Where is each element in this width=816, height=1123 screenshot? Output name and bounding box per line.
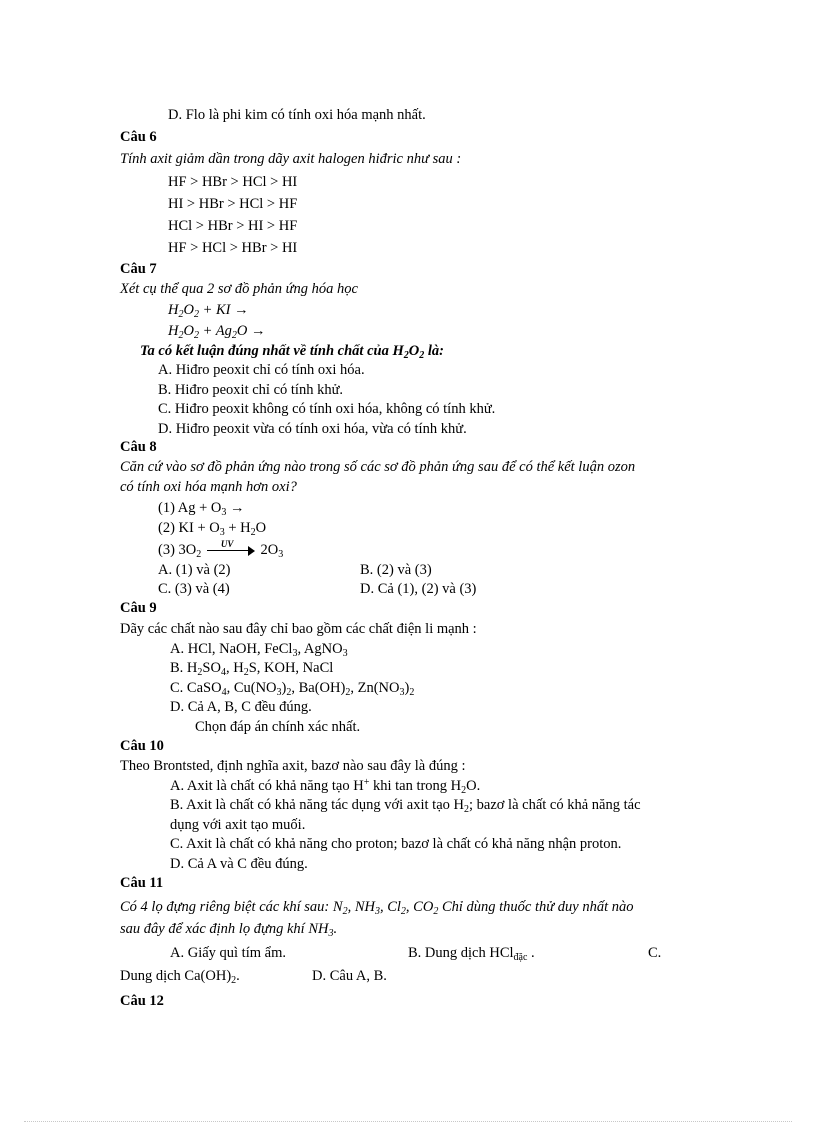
q7-reaction-2: $H_2O_2 + Ag_2O$ → [168, 323, 266, 341]
q7-conclusion: Ta có kết luận đúng nhất về tính chất của $H_2O_2$ là: [140, 343, 444, 361]
q7-prompt: Xét cụ thể qua 2 sơ đồ phản ứng hóa học [120, 281, 358, 297]
q8-prompt-line2: có tính oxi hóa mạnh hơn oxi? [120, 479, 297, 495]
q12-title: Câu 12 [120, 993, 164, 1009]
q9-option-a: A. HCl, NaOH, FeCl$_3$, AgNO$_3$ [170, 641, 348, 659]
q8-reaction-1: (1) $Ag + O_3$ → [158, 500, 245, 518]
q10-option-d: D. Cả A và C đều đúng. [170, 856, 308, 872]
q8-option-a: A. (1) và (2) [158, 562, 231, 578]
q11-option-c-label: C. [648, 945, 662, 961]
q8-reaction-2: (2) KI + $O_3 + H_2O$ [158, 520, 267, 538]
q6-title: Câu 6 [120, 129, 157, 145]
q7-title: Câu 7 [120, 261, 157, 277]
q5-option-d: D. Flo là phi kim có tính oxi hóa mạnh nhất. [168, 107, 426, 123]
q8-option-d: D. Cả (1), (2) và (3) [360, 581, 477, 597]
q7-reaction-1: $H_2O_2$ + KI → [168, 302, 249, 320]
q9-option-d: D. Cả A, B, C đều đúng. [170, 699, 312, 715]
q10-option-c: C. Axit là chất có khả năng cho proton; bazơ là chất có khả năng nhận proton. [170, 836, 622, 852]
q11-option-b: B. Dung dịch HCl$_{đặc}$ . [408, 945, 535, 963]
q10-option-a: A. Axit là chất có khả năng tạo H+ khi tan trong $H_2O$. [170, 777, 481, 796]
q10-option-b-cont: dụng với axit tạo muối. [170, 817, 306, 833]
q10-option-b: B. Axit là chất có khả năng tác dụng với axit tạo $H_2$; bazơ là chất có khả năng tác [170, 797, 641, 815]
q6-option-1: HF > HBr > HCl > HI [168, 174, 298, 190]
q9-prompt: Dãy các chất nào sau đây chỉ bao gồm các chất điện li mạnh : [120, 621, 477, 637]
q6-option-4: HF > HCl > HBr > HI [168, 240, 298, 256]
q9-title: Câu 9 [120, 600, 157, 616]
reaction-arrow-icon: UV [207, 546, 255, 556]
q10-title: Câu 10 [120, 738, 164, 754]
q7-option-d: D. Hiđro peoxit vừa có tính oxi hóa, vừa có tính khử. [158, 421, 467, 437]
q7-option-c: C. Hiđro peoxit không có tính oxi hóa, không có tính khử. [158, 401, 496, 417]
q7-option-a: A. Hiđro peoxit chỉ có tính oxi hóa. [158, 362, 365, 378]
q11-prompt-line2: sau đây để xác định lọ đựng khí $NH_3$. [120, 921, 338, 939]
q9-option-c: C. CaSO$_4$, $Cu(NO_3)_2$, $Ba(OH)_2$, $Zn(NO_3)_2$ [170, 680, 415, 698]
q8-title: Câu 8 [120, 439, 157, 455]
q11-option-d: D. Câu A, B. [312, 968, 387, 984]
q8-option-c: C. (3) và (4) [158, 581, 230, 597]
q6-option-3: HCl > HBr > HI > HF [168, 218, 298, 234]
q11-prompt-line1: Có 4 lọ đựng riêng biệt các khí sau: $N_2$, $NH_3$, $Cl_2$, $CO_2$ Chỉ dùng thuốc thử duy nhất nào [120, 899, 634, 917]
q8-reaction-3: (3) $3O_2$ UV $2O_3$ [158, 538, 284, 560]
q11-option-a: A. Giấy quì tím ẩm. [170, 945, 286, 961]
q9-note: Chọn đáp án chính xác nhất. [195, 719, 361, 735]
q6-option-2: HI > HBr > HCl > HF [168, 196, 298, 212]
q8-prompt-line1: Căn cứ vào sơ đồ phản ứng nào trong số các sơ đồ phản ứng sau để có thể kết luận ozon [120, 459, 636, 475]
q7-option-b: B. Hiđro peoxit chỉ có tính khử. [158, 382, 344, 398]
q11-option-c: Dung dịch $Ca(OH)_2$. [120, 968, 240, 986]
q11-title: Câu 11 [120, 875, 164, 891]
q9-option-b: B. $H_2SO_4$, $H_2S$, KOH, NaCl [170, 660, 334, 678]
q6-prompt: Tính axit giảm dần trong dãy axit halogen hiđric như sau : [120, 151, 462, 167]
q8-option-b: B. (2) và (3) [360, 562, 432, 578]
q10-prompt: Theo Brontsted, định nghĩa axit, bazơ nào sau đây là đúng : [120, 758, 466, 774]
page-bottom-divider [24, 1121, 792, 1122]
